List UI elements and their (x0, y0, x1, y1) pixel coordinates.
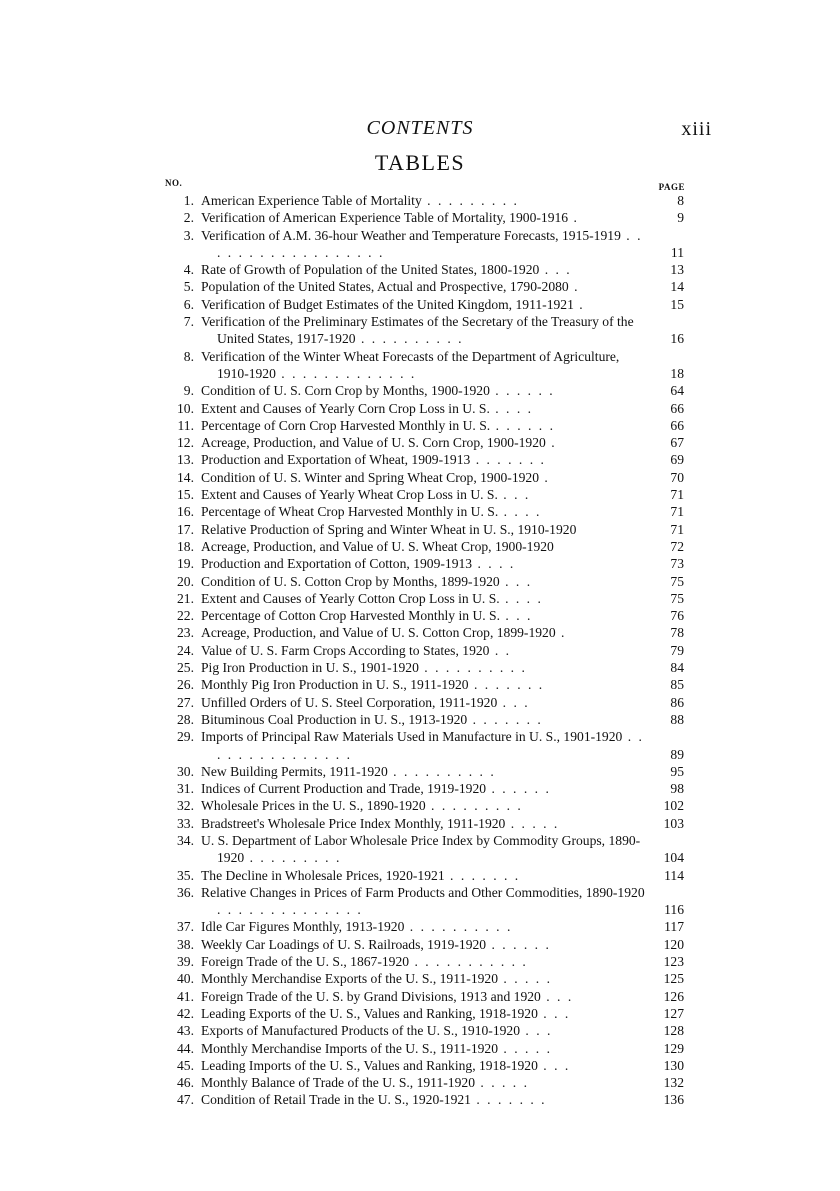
table-entry (160, 1074, 684, 1091)
entry-number: 11. (177, 417, 194, 433)
entry-page: 98 (670, 781, 684, 797)
entry-number: 46. (177, 1075, 194, 1091)
table-entry (160, 832, 684, 867)
entry-title-line (201, 503, 646, 520)
entry-leader-dots: . (573, 296, 585, 312)
table-entry (160, 918, 684, 935)
entry-number: 3. (183, 227, 194, 243)
entry-title-line (201, 227, 646, 262)
entry-title-line (201, 624, 646, 641)
entry-title-line (201, 607, 646, 624)
entry-page: 11 (670, 244, 684, 260)
entry-leader-dots: . . . (537, 1005, 571, 1021)
entry-page: 78 (670, 625, 684, 641)
entry-number: 27. (177, 694, 194, 710)
entry-number: 41. (177, 988, 194, 1004)
entry-title: Monthly Balance of Trade of the U. S., 1911-1920 (201, 1075, 475, 1091)
entry-leader-dots: . . . (497, 694, 530, 710)
entry-title: Wholesale Prices in the U. S., 1890-1920 (201, 798, 426, 814)
table-entry (160, 884, 684, 919)
entry-number: 33. (177, 815, 194, 831)
entry-page: 71 (670, 487, 684, 503)
entry-page: 114 (664, 867, 684, 883)
entry-title: Extent and Causes of Yearly Corn Crop Loss in U. S. (201, 400, 490, 416)
entry-number: 47. (177, 1092, 194, 1108)
entry-page: 86 (670, 694, 684, 710)
entry-leader-dots: . . . . . (498, 1040, 552, 1056)
entry-title: Monthly Merchandise Imports of the U. S., 1911-1920 (201, 1040, 499, 1056)
table-entry (160, 970, 684, 987)
entry-number: 40. (177, 971, 194, 987)
entry-leader-dots: . . . . . . (489, 383, 555, 399)
entry-leader-dots: . . . . . . . . . . . (409, 954, 528, 970)
column-header-page: PAGE (658, 182, 685, 192)
entry-title: New Building Permits, 1911-1920 (201, 763, 388, 779)
entry-leader-dots: . . . . (489, 400, 534, 416)
entry-title-line (201, 348, 646, 383)
entry-title: Rate of Growth of Population of the United States, 1800-1920 (201, 262, 540, 278)
section-title: TABLES (374, 150, 466, 175)
entry-number: 9. (183, 383, 194, 399)
entry-number: 21. (177, 590, 194, 606)
entry-title: U. S. Department of Labor Wholesale Price Index by Commodity Groups, 1890-1920 (201, 832, 641, 866)
entry-page: 130 (663, 1057, 684, 1073)
entry-page: 9 (677, 210, 684, 226)
entry-title: Verification of the Winter Wheat Forecasts of the Department of Agriculture, 1910-1920 (201, 348, 620, 381)
entry-page: 117 (664, 919, 684, 935)
entry-number: 15. (177, 487, 194, 503)
entry-number: 16. (177, 504, 194, 520)
entry-number: 35. (177, 867, 194, 883)
entry-title: Leading Imports of the U. S., Values and Ranking, 1918-1920 (201, 1057, 538, 1073)
entry-page: 125 (663, 971, 684, 987)
entry-leader-dots: . . . . (498, 504, 542, 520)
table-entry (160, 1040, 684, 1057)
table-entry (160, 469, 684, 486)
entry-title-line (201, 676, 646, 693)
entry-leader-dots: . . . (540, 988, 574, 1004)
entry-page: 120 (663, 936, 684, 952)
table-entry (160, 521, 684, 538)
entry-title: Leading Exports of the U. S., Values and Ranking, 1918-1920 (201, 1005, 538, 1021)
entry-number: 7. (183, 314, 194, 330)
entry-leader-dots: . . . . . . (490, 417, 555, 433)
table-entry (160, 988, 684, 1005)
entry-title-line (201, 573, 646, 590)
entry-number: 31. (177, 781, 194, 797)
table-entry (160, 227, 684, 262)
entry-title-line (201, 382, 646, 399)
entry-number: 44. (177, 1040, 194, 1056)
entry-leader-dots: . . . . . . . (470, 452, 546, 468)
entry-title: Percentage of Corn Crop Harvested Monthly in U. S. (201, 417, 491, 433)
entry-title-line (201, 1005, 646, 1022)
entry-title-line (201, 538, 646, 555)
table-entry (160, 348, 684, 383)
entry-title: Condition of U. S. Cotton Crop by Months, 1899-1920 (201, 573, 500, 589)
entry-page: 88 (670, 711, 684, 727)
running-head (0, 117, 840, 141)
tables-list (160, 192, 684, 1109)
entry-number: 18. (177, 538, 194, 554)
entry-title: Condition of U. S. Corn Crop by Months, 1900-1920 (201, 383, 490, 399)
entry-page: 127 (663, 1005, 684, 1021)
entry-leader-dots: . . . . . . . . . . (404, 919, 513, 935)
table-entry (160, 417, 684, 434)
entry-leader-dots: . . . (497, 487, 531, 503)
entry-leader-dots: . . . . . (498, 971, 552, 987)
entry-leader-dots: . . . . . . . (444, 867, 521, 883)
page-number: xiii (681, 118, 712, 140)
entry-title-line (201, 953, 646, 970)
entry-leader-dots: . . . . . . . . . . . . . . . . . . (217, 227, 643, 260)
entry-title: Weekly Car Loadings of U. S. Railroads, 1919-1920 (201, 936, 487, 952)
table-entry (160, 642, 684, 659)
entry-title-line (201, 815, 646, 832)
table-entry (160, 763, 684, 780)
entry-leader-dots: . . . . . . . . . . (418, 660, 527, 676)
entry-leader-dots: . . . (537, 1057, 571, 1073)
entry-number: 25. (177, 660, 194, 676)
entry-title-line (201, 1022, 646, 1039)
table-entry (160, 1005, 684, 1022)
entry-title-line (201, 936, 646, 953)
entry-number: 32. (177, 798, 194, 814)
column-header-no: NO. (165, 178, 183, 188)
entry-title: Indices of Current Production and Trade, 1919-1920 (201, 781, 487, 797)
entry-page: 67 (670, 435, 684, 451)
table-entry (160, 538, 684, 555)
table-entry (160, 573, 684, 590)
entry-number: 19. (177, 556, 194, 572)
entry-leader-dots: . . . . . . . (468, 677, 545, 693)
entry-page: 128 (663, 1023, 684, 1039)
table-entry (160, 400, 684, 417)
entry-title-line (201, 451, 646, 468)
entry-title: Bradstreet's Wholesale Price Index Monthly, 1911-1920 (201, 815, 506, 831)
entry-leader-dots: . . . . . . . . . (421, 193, 519, 208)
entry-leader-dots: . . . . . . . . . (425, 798, 523, 814)
entry-number: 1. (183, 193, 194, 208)
entry-page: 69 (670, 452, 684, 468)
table-entry (160, 1022, 684, 1039)
entry-page: 136 (663, 1092, 684, 1108)
entry-title-line (201, 1040, 646, 1057)
entry-page: 79 (670, 642, 684, 658)
entry-page: 14 (670, 279, 684, 295)
entry-leader-dots: . . . . . . . . . . . . . (275, 365, 417, 381)
entry-page: 64 (670, 383, 684, 399)
entry-leader-dots: . . . (499, 573, 533, 589)
entry-page: 85 (670, 677, 684, 693)
entry-title-line (201, 400, 646, 417)
entry-leader-dots: . (568, 210, 579, 226)
entry-page: 126 (663, 988, 684, 1004)
entry-page: 16 (670, 331, 684, 347)
table-entry (160, 694, 684, 711)
entry-leader-dots: . . . (539, 262, 572, 278)
entry-title-line (201, 711, 646, 728)
entry-number: 36. (177, 884, 194, 900)
entry-leader-dots: . . (489, 642, 512, 658)
entry-title-line (201, 884, 646, 919)
entry-title-line (201, 521, 646, 538)
entry-leader-dots: . (568, 279, 580, 295)
entry-number: 20. (177, 573, 194, 589)
entry-title: Imports of Principal Raw Materials Used in Manufacture in U. S., 1901-1920 (201, 729, 623, 745)
entry-leader-dots: . . . (500, 608, 533, 624)
entry-number: 8. (183, 348, 194, 364)
entry-title: The Decline in Wholesale Prices, 1920-1921 (201, 867, 445, 883)
table-entry (160, 209, 684, 226)
entry-title-line (201, 1091, 646, 1108)
entry-title-line (201, 1057, 646, 1074)
entry-page: 8 (677, 193, 684, 208)
table-entry (160, 486, 684, 503)
entry-leader-dots: . . . (520, 1023, 553, 1039)
entry-page: 102 (663, 798, 684, 814)
entry-leader-dots: . . . . . . . (470, 1092, 547, 1108)
entry-title-line (201, 261, 646, 278)
entry-page: 129 (663, 1040, 684, 1056)
entry-page: 104 (663, 850, 684, 866)
entry-page: 89 (670, 746, 684, 762)
table-entry (160, 503, 684, 520)
entry-leader-dots: . (545, 435, 557, 451)
entry-title-line (201, 659, 646, 676)
entry-title-line (201, 555, 646, 572)
entry-title: American Experience Table of Mortality (201, 193, 422, 208)
entry-number: 43. (177, 1023, 194, 1039)
entry-leader-dots: . . . . . (475, 1075, 529, 1091)
entry-number: 42. (177, 1005, 194, 1021)
entry-title-line (201, 867, 646, 884)
table-entry (160, 555, 684, 572)
table-entry (160, 590, 684, 607)
entry-title-line (201, 313, 646, 348)
entry-page: 66 (670, 417, 684, 433)
table-entry (160, 815, 684, 832)
entry-title-line (201, 797, 646, 814)
entry-leader-dots: . . . . . . . . . . . . . . (217, 902, 363, 918)
table-entry (160, 278, 684, 295)
entry-title: Relative Changes in Prices of Farm Products and Other Commodities, 1890-1920 (201, 884, 645, 900)
entry-leader-dots: . . . . (472, 556, 516, 572)
entry-title-line (201, 192, 646, 209)
entry-page: 18 (670, 365, 684, 381)
entry-title-line (201, 1074, 646, 1091)
table-entry (160, 676, 684, 693)
table-entry (160, 728, 684, 763)
table-entry (160, 607, 684, 624)
entry-title-line (201, 590, 646, 607)
entry-page: 116 (664, 902, 684, 918)
entry-page: 84 (670, 660, 684, 676)
entry-page: 123 (663, 954, 684, 970)
entry-number: 30. (177, 763, 194, 779)
entry-number: 29. (177, 729, 194, 745)
entry-number: 23. (177, 625, 194, 641)
entry-number: 4. (183, 262, 194, 278)
entry-number: 39. (177, 954, 194, 970)
entry-page: 70 (670, 469, 684, 485)
entry-page: 15 (670, 296, 684, 312)
table-entry (160, 261, 684, 278)
table-entry (160, 313, 684, 348)
table-entry (160, 1057, 684, 1074)
entry-title: Unfilled Orders of U. S. Steel Corporation, 1911-1920 (201, 694, 498, 710)
entry-title: Exports of Manufactured Products of the U. S., 1910-1920 (201, 1023, 521, 1039)
entry-title: Foreign Trade of the U. S. by Grand Divisions, 1913 and 1920 (201, 988, 541, 1004)
entry-number: 26. (177, 677, 194, 693)
entry-title-line (201, 763, 646, 780)
entry-title: Acreage, Production, and Value of U. S. Wheat Crop, 1900-1920 (201, 538, 554, 554)
entry-title-line (201, 970, 646, 987)
entry-title-line (201, 780, 646, 797)
entry-page: 72 (670, 538, 684, 554)
entry-title-line (201, 918, 646, 935)
entry-page: 75 (670, 590, 684, 606)
entry-title-line (201, 642, 646, 659)
entry-title: Relative Production of Spring and Winter Wheat in U. S., 1910-1920 (201, 521, 577, 537)
table-entry (160, 953, 684, 970)
table-entry (160, 711, 684, 728)
entry-title: Condition of Retail Trade in the U. S., 1920-1921 (201, 1092, 471, 1108)
entry-title-line (201, 417, 646, 434)
entry-number: 5. (183, 279, 194, 295)
table-entry (160, 382, 684, 399)
entry-number: 2. (183, 210, 194, 226)
entry-leader-dots: . . . . . . . . . . (387, 763, 496, 779)
entry-number: 22. (177, 608, 194, 624)
entry-title: Condition of U. S. Winter and Spring Wheat Crop, 1900-1920 (201, 469, 540, 485)
entry-title: Acreage, Production, and Value of U. S. Cotton Crop, 1899-1920 (201, 625, 556, 641)
entry-title: Value of U. S. Farm Crops According to States, 1920 (201, 642, 490, 658)
table-entry (160, 797, 684, 814)
entry-leader-dots: . . . . . . (486, 936, 551, 952)
entry-leader-dots: . . . . . . (486, 781, 551, 797)
entry-number: 24. (177, 642, 194, 658)
entry-number: 37. (177, 919, 194, 935)
entry-number: 12. (177, 435, 194, 451)
entry-number: 6. (183, 296, 194, 312)
entry-leader-dots: . . . . . . . . . (244, 850, 342, 866)
entry-title-line (201, 486, 646, 503)
entry-number: 14. (177, 469, 194, 485)
entry-title: Foreign Trade of the U. S., 1867-1920 (201, 954, 410, 970)
entry-page: 76 (670, 608, 684, 624)
entry-page: 95 (670, 763, 684, 779)
entry-number: 38. (177, 936, 194, 952)
table-entry (160, 1091, 684, 1108)
entry-title-line (201, 832, 646, 867)
entry-page: 132 (663, 1075, 684, 1091)
entry-title: Extent and Causes of Yearly Cotton Crop Loss in U. S. (201, 590, 500, 606)
entry-leader-dots: . . . . (499, 590, 543, 606)
entry-page: 71 (670, 504, 684, 520)
table-entry (160, 434, 684, 451)
entry-title-line (201, 434, 646, 451)
entry-title: Production and Exportation of Cotton, 1909-1913 (201, 556, 473, 572)
entry-title-line (201, 469, 646, 486)
entry-title: Percentage of Cotton Crop Harvested Monthly in U. S. (201, 608, 501, 624)
entry-title: Acreage, Production, and Value of U. S. Corn Crop, 1900-1920 (201, 435, 546, 451)
running-title: CONTENTS (366, 117, 474, 139)
entry-number: 34. (177, 832, 194, 848)
entry-page: 13 (670, 262, 684, 278)
entry-title: Production and Exportation of Wheat, 1909-1913 (201, 452, 471, 468)
entry-title: Verification of Budget Estimates of the United Kingdom, 1911-1921 (201, 296, 574, 312)
table-entry (160, 780, 684, 797)
entry-page: 66 (670, 400, 684, 416)
entry-title: Monthly Pig Iron Production in U. S., 1911-1920 (201, 677, 469, 693)
table-entry (160, 624, 684, 641)
entry-title-line (201, 296, 646, 313)
entry-page: 73 (670, 556, 684, 572)
entry-leader-dots: . . . . . . . . . . (355, 331, 464, 347)
entry-title: Idle Car Figures Monthly, 1913-1920 (201, 919, 405, 935)
table-entry (160, 296, 684, 313)
entry-page: 75 (670, 573, 684, 589)
entry-title-line (201, 728, 646, 763)
entry-title: Verification of A.M. 36-hour Weather and Temperature Forecasts, 1915-1919 (201, 227, 621, 243)
table-entry (160, 867, 684, 884)
entry-title: Extent and Causes of Yearly Wheat Crop Loss in U. S. (201, 487, 498, 503)
table-entry (160, 192, 684, 209)
entry-number: 17. (177, 521, 194, 537)
table-entry (160, 936, 684, 953)
table-entry (160, 659, 684, 676)
entry-leader-dots: . . . . . (505, 815, 560, 831)
entry-title: Pig Iron Production in U. S., 1901-1920 (201, 660, 419, 676)
entry-title: Population of the United States, Actual and Prospective, 1790-2080 (201, 279, 569, 295)
entry-title-line (201, 278, 646, 295)
entry-leader-dots: . . . . . . . . . . . . . . . (217, 729, 644, 762)
entry-title: Percentage of Wheat Crop Harvested Monthly in U. S. (201, 504, 499, 520)
table-entry (160, 451, 684, 468)
entry-number: 45. (177, 1057, 194, 1073)
entry-leader-dots: . (539, 469, 550, 485)
entry-title: Bituminous Coal Production in U. S., 1913-1920 (201, 711, 468, 727)
entry-number: 28. (177, 711, 194, 727)
entry-title: Monthly Merchandise Exports of the U. S., 1911-1920 (201, 971, 499, 987)
entry-title-line (201, 209, 646, 226)
entry-title: Verification of the Preliminary Estimates of the Secretary of the Treasury of the United States, 1917-1920 (201, 314, 634, 347)
entry-title-line (201, 988, 646, 1005)
entry-leader-dots: . . . . . . . (467, 711, 543, 727)
entry-page: 71 (670, 521, 684, 537)
entry-number: 10. (177, 400, 194, 416)
entry-leader-dots: . (555, 625, 567, 641)
entry-page: 103 (663, 815, 684, 831)
entry-number: 13. (177, 452, 194, 468)
column-headers (165, 178, 685, 192)
entry-title-line (201, 694, 646, 711)
entry-title: Verification of American Experience Table of Mortality, 1900-1916 (201, 210, 569, 226)
